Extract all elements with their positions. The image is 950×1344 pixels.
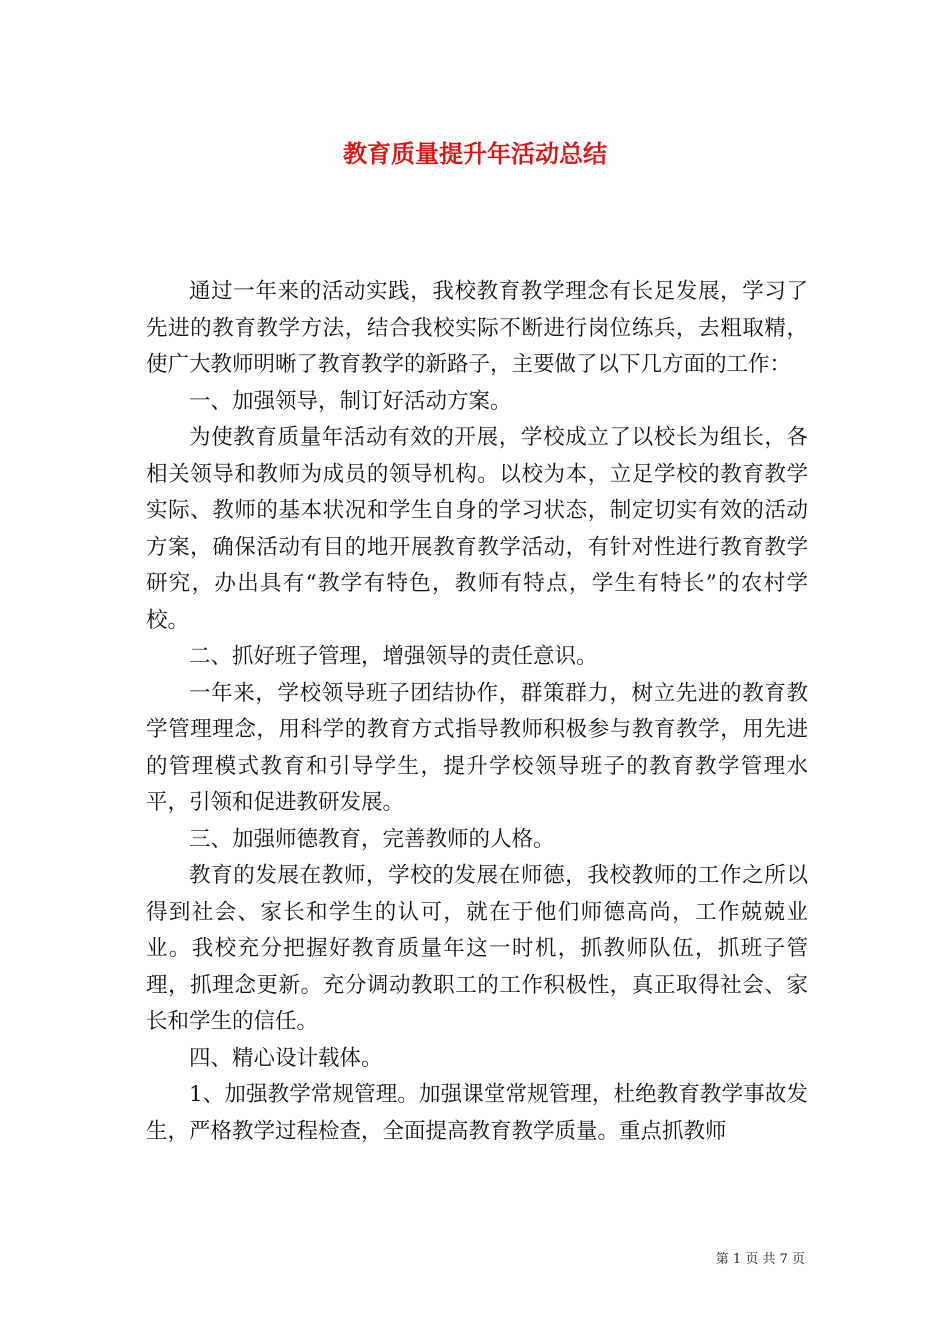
document-body (146, 274, 808, 1150)
paragraph-section-1: 为使教育质量年活动有效的开展，学校成立了以校长为组长，各相关领导和教师为成员的领导机构。以校为本，立足学校的教育教学实际、教师的基本状况和学生自身的学习状态，制定切实有效的活动方案，确保活动有目的地开展教育教学活动，有针对性进行教育教学研究，办出具有“教学有特色，教师有特点，学生有特长”的农村学校。 (146, 425, 808, 633)
paragraph-section-4-item-1: 1、加强教学常规管理。加强课堂常规管理，杜绝教育教学事故发生，严格教学过程检查，全面提高教育教学质量。重点抓教师 (146, 1082, 808, 1144)
document-title: 教育质量提升年活动总结 (343, 139, 607, 168)
paragraph-intro: 通过一年来的活动实践，我校教育教学理念有长足发展，学习了先进的教育教学方法，结合我校实际不断进行岗位练兵，去粗取精，使广大教师明晰了教育教学的新路子，主要做了以下几方面的工作： (146, 279, 808, 377)
heading-section-3: 三、加强师德教育，完善教师的人格。 (189, 826, 555, 852)
heading-section-2: 二、抓好班子管理，增强领导的责任意识。 (189, 644, 598, 669)
heading-section-1: 一、加强领导，制订好活动方案。 (189, 388, 512, 414)
paragraph-section-2: 一年来，学校领导班子团结协作，群策群力，树立先进的教育教学管理理念，用科学的教育方式指导教师积极参与教育教学，用先进的管理模式教育和引导学生，提升学校领导班子的教育教学管理水平，引领和促进教研发展。 (146, 680, 808, 815)
heading-section-4: 四、精心设计载体。 (189, 1045, 383, 1071)
page-number-footer: 第 1 页 共 7 页 (715, 1252, 805, 1267)
paragraph-section-3: 教育的发展在教师，学校的发展在师德，我校教师的工作之所以得到社会、家长和学生的认可，就在于他们师德高尚，工作兢兢业业。我校充分把握好教育质量年这一时机，抓教师队伍，抓班子管理，抓理念更新。充分调动教职工的工作积极性，真正取得社会、家长和学生的信任。 (146, 863, 808, 1034)
